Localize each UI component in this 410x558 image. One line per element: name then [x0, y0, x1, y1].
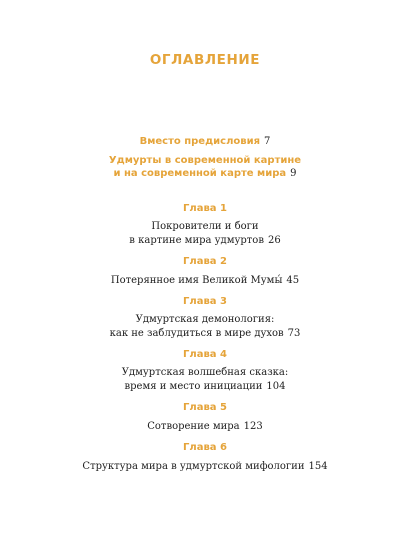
chapter-label: Глава 4 [183, 349, 227, 360]
page-number: 73 [287, 328, 301, 339]
entry-title: Удмуртская демонология: [135, 314, 275, 325]
toc-entry-udmurts-line-1[interactable] [0, 155, 410, 166]
toc-entry-chapter-4-line-2[interactable] [0, 381, 410, 392]
toc-entry-chapter-6[interactable] [0, 461, 410, 472]
entry-title: Удмуртская волшебная сказка: [121, 367, 289, 378]
toc-entry-chapter-3-line-1[interactable] [0, 314, 410, 325]
page-number: 104 [266, 381, 286, 392]
toc-entry-chapter-4-line-1[interactable] [0, 367, 410, 378]
toc-entry-chapter-1-line-2[interactable] [0, 235, 410, 246]
page-number: 26 [267, 235, 281, 246]
entry-title: и на современной карте мира [113, 168, 287, 179]
toc-title: ОГЛАВЛЕНИЕ [149, 52, 261, 68]
entry-title: Вместо предисловия [139, 136, 261, 147]
toc-entry-chapter-5[interactable] [0, 421, 410, 432]
entry-title: Потерянное имя Великой Мумы́ [110, 275, 283, 286]
entry-title: в картине мира удмуртов [129, 235, 264, 246]
page-number: 45 [286, 275, 300, 286]
toc-entry-udmurts-line-2[interactable] [0, 168, 410, 179]
page-number: 9 [290, 168, 297, 179]
page-number: 154 [308, 461, 328, 472]
toc-entry-chapter-2[interactable] [0, 275, 410, 286]
entry-title: Удмурты в современной картине [108, 155, 302, 166]
chapter-label: Глава 6 [183, 442, 227, 453]
toc-entry-chapter-1-line-1[interactable] [0, 221, 410, 232]
chapter-label: Глава 5 [183, 402, 227, 413]
toc-entry-foreword[interactable] [0, 136, 410, 147]
toc-entry-chapter-3-line-2[interactable] [0, 328, 410, 339]
entry-title: как не заблудиться в мире духов [109, 328, 284, 339]
entry-title: Покровители и боги [151, 221, 259, 232]
page-number: 7 [264, 136, 271, 147]
entry-title: Сотворение мира [147, 421, 240, 432]
entry-title: Структура мира в удмуртской мифологии [82, 461, 305, 472]
page-number: 123 [243, 421, 263, 432]
chapter-label: Глава 1 [183, 203, 227, 214]
chapter-label: Глава 3 [183, 296, 227, 307]
chapter-label: Глава 2 [183, 256, 227, 267]
entry-title: время и место инициации [124, 381, 263, 392]
